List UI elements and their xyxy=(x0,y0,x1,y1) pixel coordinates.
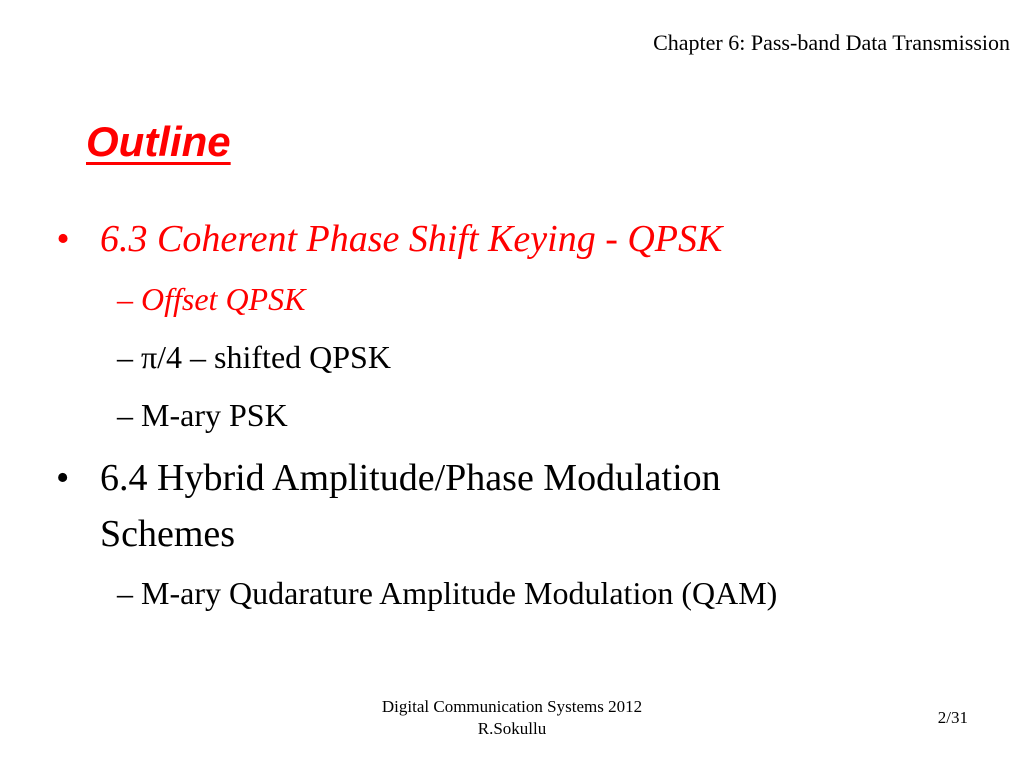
bullet-marker: • xyxy=(56,218,70,260)
footer-course: Digital Communication Systems 2012 xyxy=(381,697,643,716)
dash-marker: – xyxy=(117,397,133,433)
bullet-text: 6.4 Hybrid Amplitude/Phase Modulation xyxy=(100,457,721,499)
sub-item-mary-psk xyxy=(117,397,288,434)
sub-item-text: M-ary Qudarature Amplitude Modulation (QAM) xyxy=(141,575,778,611)
bullet-item-qpsk xyxy=(56,217,722,261)
sub-item-qam xyxy=(117,575,777,612)
bullet-item-hybrid xyxy=(56,456,721,500)
bullet-marker: • xyxy=(56,457,70,499)
bullet-item-hybrid-continued xyxy=(100,512,235,556)
sub-item-pi4-qpsk xyxy=(117,339,391,376)
sub-item-text: M-ary PSK xyxy=(141,397,288,433)
dash-marker: – xyxy=(117,575,133,611)
footer-author: R.Sokullu xyxy=(477,719,547,738)
sub-item-text: Offset QPSK xyxy=(141,281,306,317)
dash-marker: – xyxy=(117,339,133,375)
sub-item-text: π/4 – shifted QPSK xyxy=(141,339,391,375)
bullet-text: 6.3 Coherent Phase Shift Keying - QPSK xyxy=(100,218,723,260)
bullet-text: Schemes xyxy=(100,513,236,555)
dash-marker: – xyxy=(117,281,133,317)
chapter-header: Chapter 6: Pass-band Data Transmission xyxy=(653,30,1010,55)
footer xyxy=(0,696,1024,740)
sub-item-offset-qpsk xyxy=(117,281,305,318)
slide-title: Outline xyxy=(86,118,231,165)
page-number: 2/31 xyxy=(937,708,968,727)
